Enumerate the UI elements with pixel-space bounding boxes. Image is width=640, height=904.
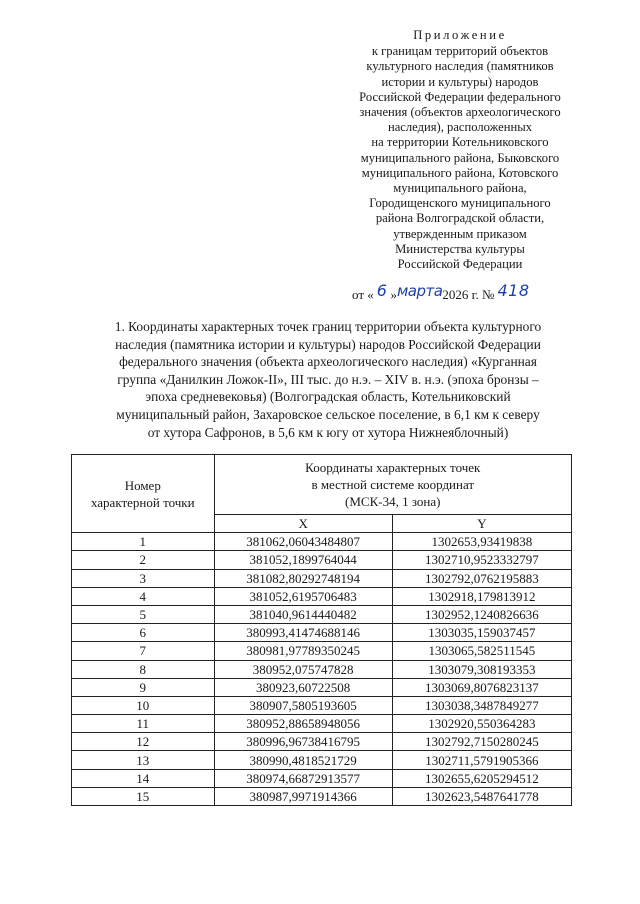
x-coordinate-cell: 381052,6195706483 — [214, 587, 392, 605]
appendix-line: на территории Котельниковского — [371, 135, 549, 150]
title-line: наследия (памятника истории и культуры) народов Российской Федерации — [115, 336, 541, 352]
x-coordinate-cell: 381082,80292748194 — [214, 569, 392, 587]
y-coordinate-cell: 1302653,93419838 — [392, 533, 571, 551]
y-coordinate-cell: 1302918,179813912 — [392, 587, 571, 605]
point-number-header — [72, 455, 215, 533]
point-number-cell: 14 — [72, 769, 215, 787]
y-coordinate-cell: 1302920,550364283 — [392, 715, 571, 733]
document-section-title — [72, 318, 584, 441]
x-coordinate-cell: 381052,1899764044 — [214, 551, 392, 569]
table-row — [72, 551, 572, 569]
order-day-handwritten: 6 — [376, 281, 388, 300]
table-body — [72, 533, 572, 806]
x-coordinate-cell: 381040,9614440482 — [214, 605, 392, 623]
point-number-cell: 7 — [72, 642, 215, 660]
y-coordinate-cell: 1302710,9523332797 — [392, 551, 571, 569]
appendix-line: утвержденным приказом — [393, 226, 527, 241]
point-number-cell: 12 — [72, 733, 215, 751]
y-coordinate-cell: 1302792,7150280245 — [392, 733, 571, 751]
appendix-line: муниципального района, — [393, 181, 527, 196]
x-coordinate-cell: 380996,96738416795 — [214, 733, 392, 751]
appendix-line: наследия), расположенных — [387, 120, 533, 135]
y-coordinate-cell: 1303035,159037457 — [392, 624, 571, 642]
x-coordinate-cell: 380923,60722508 — [214, 678, 392, 696]
order-year-text: 2026 г. № — [442, 287, 495, 302]
appendix-line: культурного наследия (памятников — [366, 59, 554, 74]
appendix-line: Российской Федерации федерального — [359, 89, 561, 104]
table-row — [72, 678, 572, 696]
point-number-cell: 15 — [72, 787, 215, 805]
table-row — [72, 696, 572, 714]
x-coordinate-cell: 380990,4818521729 — [214, 751, 392, 769]
appendix-lines — [322, 44, 598, 272]
point-number-cell: 1 — [72, 533, 215, 551]
coordinates-header-line: Координаты характерных точек — [305, 460, 481, 475]
x-header: X — [214, 515, 392, 533]
y-coordinate-cell: 1302792,0762195883 — [392, 569, 571, 587]
x-coordinate-cell: 380981,97789350245 — [214, 642, 392, 660]
point-number-cell: 4 — [72, 587, 215, 605]
appendix-line: к границам территорий объектов — [371, 44, 549, 59]
table-row — [72, 715, 572, 733]
y-coordinate-cell: 1303069,8076823137 — [392, 678, 571, 696]
x-coordinate-cell: 380952,075747828 — [214, 660, 392, 678]
table-row — [72, 605, 572, 623]
order-number-handwritten: 418 — [497, 281, 530, 300]
x-coordinate-cell: 380907,5805193605 — [214, 696, 392, 714]
title-line: 1. Координаты характерных точек границ территории объекта культурного — [114, 319, 542, 334]
order-quote: » — [390, 287, 397, 302]
appendix-line: значения (объектов археологического — [359, 105, 561, 120]
table-row — [72, 624, 572, 642]
appendix-line: муниципального района, Быковского — [360, 150, 560, 165]
y-coordinate-cell: 1302711,5791905366 — [392, 751, 571, 769]
point-number-cell: 13 — [72, 751, 215, 769]
table-row — [72, 642, 572, 660]
x-coordinate-cell: 380974,66872913577 — [214, 769, 392, 787]
point-number-cell: 2 — [72, 551, 215, 569]
title-line: от хутора Сафронов, в 5,6 км к югу от хутора Нижнеяблочный) — [147, 424, 509, 440]
order-date-line — [352, 281, 612, 303]
y-coordinate-cell: 1303038,3487849277 — [392, 696, 571, 714]
point-number-cell: 10 — [72, 696, 215, 714]
appendix-line: Городищенского муниципального — [369, 196, 551, 211]
title-line: эпоха средневековья) (Волгоградская область, Котельниковский — [145, 389, 511, 405]
coordinates-header-line: (МСК-34, 1 зона) — [345, 494, 441, 509]
order-prefix: от « — [352, 287, 374, 302]
appendix-heading: Приложение — [413, 28, 507, 42]
y-coordinate-cell: 1302655,6205294512 — [392, 769, 571, 787]
x-coordinate-cell: 380993,41474688146 — [214, 624, 392, 642]
title-line: группа «Данилкин Ложок-II», III тыс. до н.э. – XIV в. н.э. (эпоха бронзы – — [117, 371, 539, 387]
coordinates-table — [71, 454, 572, 806]
y-coordinate-cell: 1302952,1240826636 — [392, 605, 571, 623]
table-row — [72, 587, 572, 605]
table-row — [72, 569, 572, 587]
appendix-line: Министерства культуры — [395, 241, 525, 256]
point-header-line: Номер — [124, 477, 161, 493]
y-coordinate-cell: 1303079,308193353 — [392, 660, 571, 678]
appendix-line: истории и культуры) народов — [381, 74, 539, 89]
point-number-cell: 11 — [72, 715, 215, 733]
point-number-cell: 8 — [72, 660, 215, 678]
x-coordinate-cell: 381062,06043484807 — [214, 533, 392, 551]
title-line: муниципальный район, Захаровское сельское поселение, в 6,1 км к северу — [116, 406, 540, 422]
table-row — [72, 733, 572, 751]
point-number-cell: 9 — [72, 678, 215, 696]
table-row — [72, 787, 572, 805]
x-coordinate-cell: 380952,88658948056 — [214, 715, 392, 733]
point-number-cell: 3 — [72, 569, 215, 587]
appendix-block — [322, 28, 598, 272]
appendix-line: муниципального района, Котовского — [361, 165, 559, 180]
appendix-line: района Волгоградской области, — [375, 211, 545, 226]
y-coordinate-cell: 1302623,5487641778 — [392, 787, 571, 805]
y-coordinate-cell: 1303065,582511545 — [392, 642, 571, 660]
y-header: Y — [392, 515, 571, 533]
coordinates-header — [214, 455, 571, 515]
table-row — [72, 751, 572, 769]
point-number-cell: 6 — [72, 624, 215, 642]
table-row — [72, 533, 572, 551]
coordinates-header-line: в местной системе координат — [311, 477, 475, 492]
title-line: федерального значения (объекта археологического наследия) «Курганная — [119, 354, 537, 370]
order-month-handwritten: марта — [396, 282, 443, 300]
point-header-line: характерной точки — [90, 494, 195, 510]
table-row — [72, 769, 572, 787]
x-coordinate-cell: 380987,9971914366 — [214, 787, 392, 805]
appendix-line: Российской Федерации — [397, 257, 523, 272]
point-number-cell: 5 — [72, 605, 215, 623]
table-row — [72, 660, 572, 678]
